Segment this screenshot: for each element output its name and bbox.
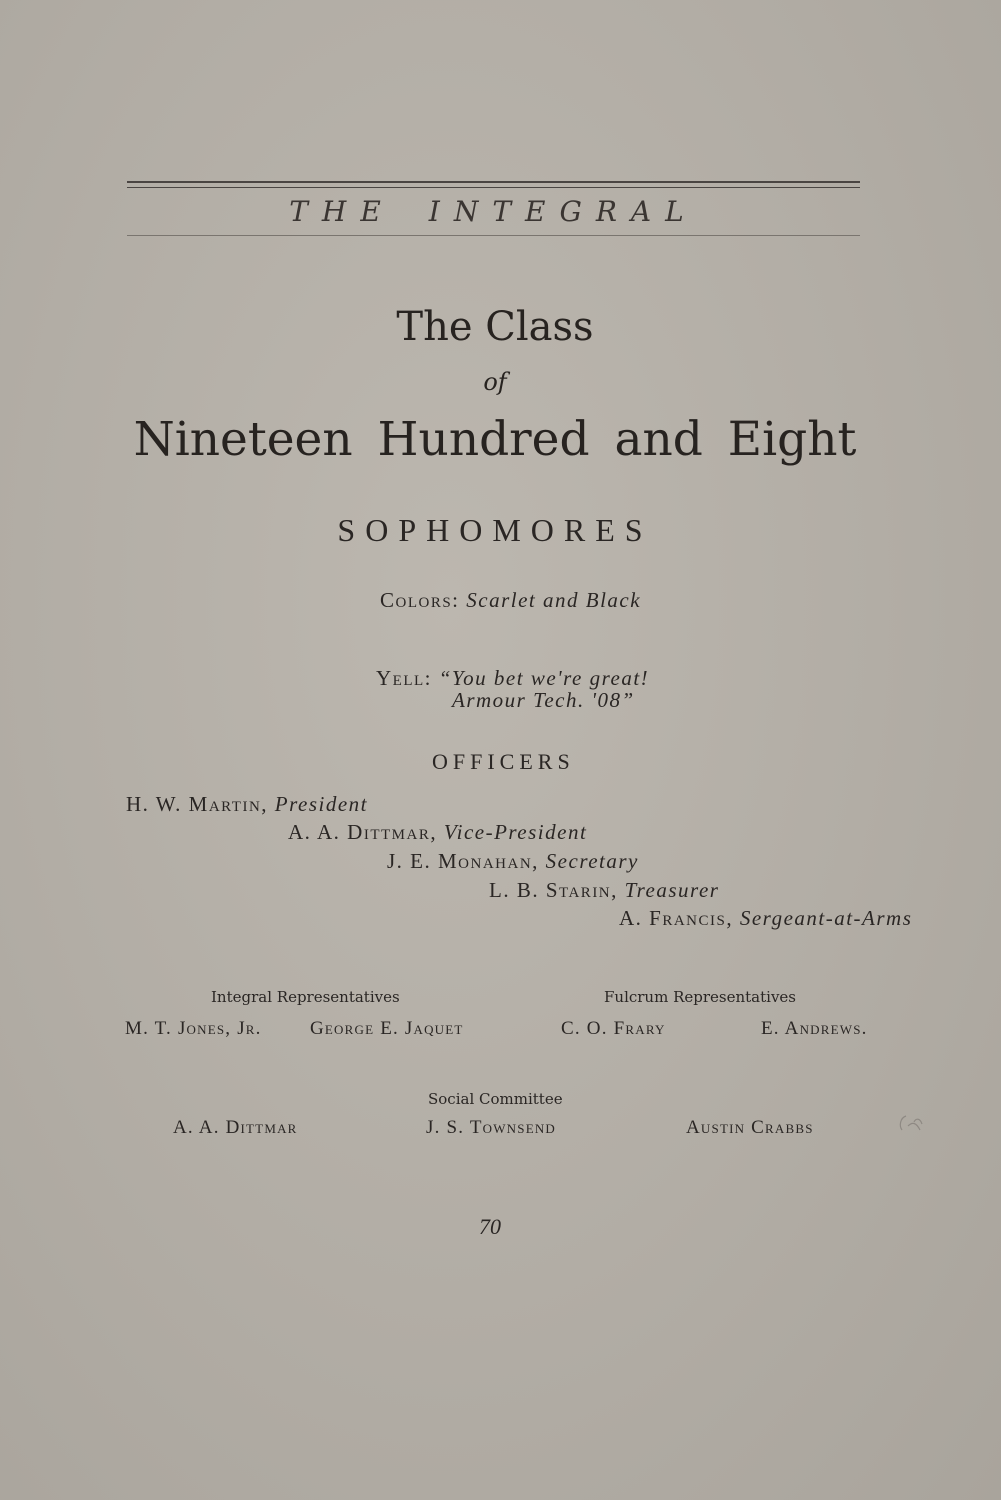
- header-rule-bottom: [127, 235, 860, 236]
- officer-entry: [619, 906, 912, 931]
- header-rule-top-thin: [127, 187, 860, 188]
- social-committee-member: Austin Crabbs: [686, 1117, 814, 1138]
- running-head-word-1: THE: [289, 195, 395, 228]
- running-head: [127, 195, 860, 228]
- officer-entry: [387, 849, 639, 874]
- social-committee-heading: Social Committee: [428, 1090, 563, 1108]
- officer-name: L. B. Starin,: [489, 878, 618, 902]
- officer-name: H. W. Martin,: [126, 792, 269, 816]
- officer-name: J. E. Monahan,: [387, 849, 539, 873]
- officer-role: Vice-President: [443, 820, 588, 844]
- fulcrum-representative: C. O. Frary: [561, 1018, 666, 1039]
- class-yell-continued: [452, 688, 635, 713]
- integral-representative: M. T. Jones, Jr.: [125, 1018, 262, 1039]
- page-title-line-1: The Class: [396, 304, 594, 350]
- header-rule-top: [127, 181, 860, 183]
- social-committee-member: A. A. Dittmar: [173, 1117, 298, 1138]
- social-committee-member: J. S. Townsend: [426, 1117, 557, 1138]
- class-subtitle: SOPHOMORES: [337, 512, 653, 548]
- colors-label: Colors:: [380, 588, 460, 612]
- officer-role: President: [274, 792, 368, 816]
- officer-entry: [489, 878, 719, 903]
- ink-smudge-mark: [896, 1112, 926, 1136]
- fulcrum-representatives-heading: Fulcrum Representatives: [604, 988, 796, 1006]
- page-number: 70: [479, 1214, 501, 1239]
- officer-entry: [288, 820, 587, 845]
- page-title-line-2: Nineteen Hundred and Eight: [133, 412, 857, 467]
- officer-role: Secretary: [545, 849, 639, 873]
- yell-line-1: “You bet we're great!: [438, 666, 650, 690]
- officer-name: A. A. Dittmar,: [288, 820, 438, 844]
- fulcrum-representative: E. Andrews.: [761, 1018, 868, 1039]
- officer-entry: [126, 792, 368, 817]
- running-head-word-2: INTEGRAL: [428, 195, 698, 228]
- integral-representatives-heading: Integral Representatives: [211, 988, 400, 1006]
- officers-heading: OFFICERS: [432, 749, 575, 774]
- colors-value: Scarlet and Black: [466, 588, 642, 612]
- officer-role: Treasurer: [624, 878, 720, 902]
- officer-name: A. Francis,: [619, 906, 734, 930]
- class-colors: [380, 588, 641, 613]
- yell-line-2: Armour Tech. '08”: [452, 688, 635, 712]
- integral-representative: George E. Jaquet: [310, 1018, 464, 1039]
- page-title-connector: of: [483, 368, 507, 396]
- yell-label: Yell:: [376, 666, 432, 690]
- officer-role: Sergeant-at-Arms: [739, 906, 913, 930]
